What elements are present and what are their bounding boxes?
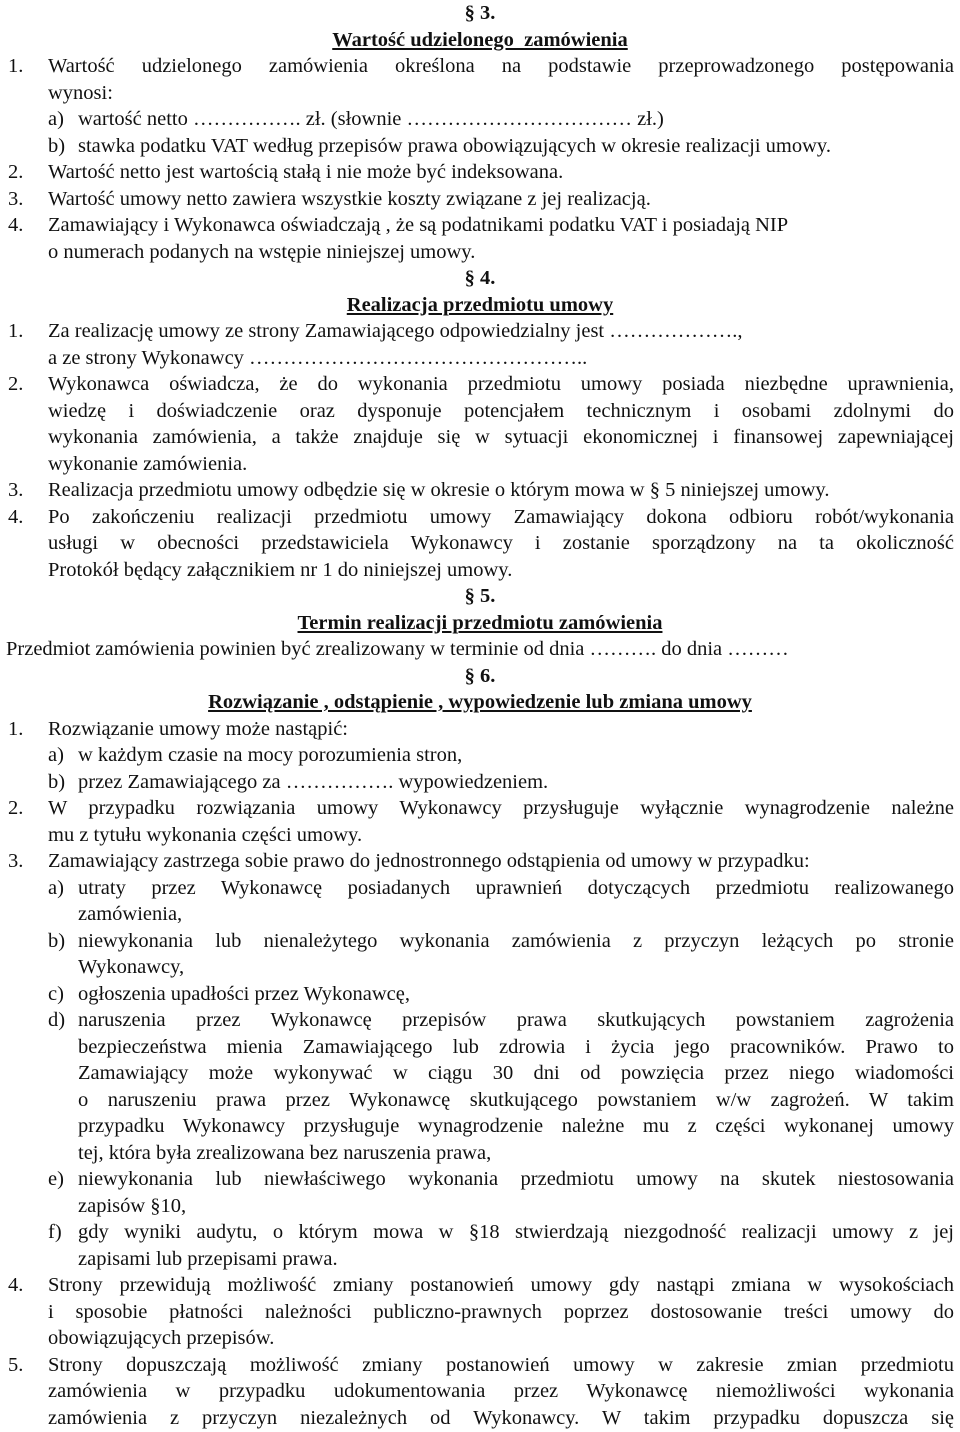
paragraph-3-2 (0, 159, 960, 186)
line-text: Zamawiający może wykonywać w ciągu 30 dni od powzięcia przez niego wiadomości (78, 1062, 954, 1084)
paragraph-6-5 (0, 1352, 960, 1379)
line-text: niewykonania lub nienależytego wykonania zamówienia z przyczyn leżących po stronie (78, 929, 954, 952)
line-text: tej, która była zrealizowana bez naruszenia prawa, (78, 1141, 492, 1164)
item-label: b) (48, 134, 66, 157)
paragraph-6-2 (0, 795, 960, 822)
line-text: wynosi: (48, 81, 113, 104)
item-label: a) (48, 744, 64, 766)
section-number: § 4. (464, 267, 496, 289)
line-text: naruszenia przez Wykonawcę przepisów prawa skutkujących powstaniem zagrożenia (78, 1009, 954, 1031)
item-number: 4. (8, 1274, 24, 1296)
item-label: d) (48, 1009, 66, 1031)
item-text: ogłoszenia upadłości przez Wykonawcę, (78, 982, 410, 1005)
item-text: Zamawiający zastrzega sobie prawo do jednostronnego odstąpienia od umowy w przypadku: (48, 850, 810, 872)
item-number: 1. (8, 55, 24, 77)
section-number: § 3. (464, 2, 496, 24)
item-text: Zamawiający i Wykonawca oświadczają , że są podatnikami podatku VAT i posiadają NIP (48, 214, 789, 236)
paragraph-4-3 (0, 477, 960, 504)
line-text: gdy wyniki audytu, o którym mowa w §18 stwierdzają niezgodność realizacji umowy z jej (78, 1221, 954, 1243)
section-number: § 6. (464, 664, 496, 687)
item-number: 2. (8, 161, 24, 183)
item-label: f) (48, 1221, 62, 1243)
line-text: a ze strony Wykonawcy ………………………………………….. (48, 346, 588, 369)
item-number: 3. (8, 479, 24, 501)
line-text: Wartość udzielonego zamówienia określona na podstawie przeprowadzonego postępowania (48, 55, 954, 77)
line-text: W przypadku rozwiązania umowy Wykonawcy przysługuje wyłącznie wynagrodzenie należne (48, 797, 954, 819)
line-text: utraty przez Wykonawcę posiadanych uprawnień dotyczących przedmiotu realizowanego (78, 876, 954, 899)
list-item-b (0, 769, 960, 796)
item-label: b) (48, 929, 66, 952)
line-text: przypadku Wykonawcy przysługuje wynagrodzenie należne mu z części wykonanej umowy (78, 1115, 954, 1137)
section-title: Termin realizacji przedmiotu zamówienia (297, 611, 663, 634)
list-item-e (0, 1166, 960, 1193)
list-item-a (0, 875, 960, 902)
item-label: a) (48, 108, 64, 130)
item-number: 3. (8, 850, 24, 872)
item-number: 4. (8, 214, 24, 236)
item-text: Wartość umowy netto zawiera wszystkie koszty związane z jej realizacją. (48, 187, 651, 210)
list-item-f (0, 1219, 960, 1246)
line-text: wykonania zamówienia, a także znajduje się w sytuacji ekonomicznej i finansowej zapewniającej (48, 426, 954, 448)
paragraph-3-3 (0, 186, 960, 213)
list-item-b (0, 133, 960, 160)
line-text: Wykonawca oświadcza, że do wykonania przedmiotu umowy posiada niezbędne uprawnienia, (48, 373, 954, 395)
list-item-b (0, 928, 960, 955)
line-text: i sposobie płatności należności publiczno-prawnych poprzez dostosowanie treści umowy do (48, 1300, 954, 1323)
line-text: o numerach podanych na wstępie niniejszej umowy. (48, 240, 476, 263)
item-number: 5. (8, 1353, 24, 1376)
line-text: o naruszeniu prawa przez Wykonawcę skutkującego powstaniem w/w zagrożeń. W takim (78, 1088, 954, 1111)
paragraph-6-4 (0, 1272, 960, 1299)
line-text: usługi w obecności przedstawiciela Wykonawcy i zostanie sporządzony na ta okoliczność (48, 532, 954, 554)
list-item-d (0, 1007, 960, 1034)
item-text: wartość netto ……………. zł. (słownie …………………………… zł.) (78, 108, 664, 130)
item-number: 4. (8, 505, 24, 528)
item-label: a) (48, 876, 64, 899)
line-text: mu z tytułu wykonania części umowy. (48, 823, 363, 846)
line-text: niewykonania lub niewłaściwego wykonania przedmiotu umowy na skutek niestosowania (78, 1168, 954, 1190)
item-label: c) (48, 982, 64, 1005)
item-number: 3. (8, 187, 24, 210)
section-number: § 5. (464, 585, 496, 607)
line-text: Protokół będący załącznikiem nr 1 do niniejszej umowy. (48, 558, 513, 581)
item-number: 1. (8, 320, 24, 342)
line-text: zamówienia z przyczyn niezależnych od Wykonawcy. W takim przypadku dopuszcza się (48, 1406, 954, 1429)
paragraph-4-4 (0, 504, 960, 531)
paragraph-6-1 (0, 716, 960, 743)
item-text: Realizacja przedmiotu umowy odbędzie się w okresie o którym mowa w § 5 niniejszej umowy. (48, 479, 830, 501)
paragraph-3-1 (0, 53, 960, 80)
line-text: Strony dopuszczają możliwość zmiany postanowień umowy w zakresie zmian przedmiotu (48, 1353, 954, 1376)
paragraph-6-3 (0, 848, 960, 875)
list-item-c (0, 981, 960, 1008)
line-text: zapisami lub przepisami prawa. (78, 1247, 338, 1270)
line-text: wykonanie zamówienia. (48, 452, 248, 475)
section-title: Realizacja przedmiotu umowy (346, 293, 614, 316)
paragraph-4-1 (0, 318, 960, 345)
list-item-a (0, 742, 960, 769)
item-text: Za realizację umowy ze strony Zamawiającego odpowiedzialny jest ………………., (48, 320, 743, 342)
section-title: Wartość udzielonego zamówienia (332, 28, 628, 51)
item-text: stawka podatku VAT według przepisów prawa obowiązujących w okresie realizacji umowy. (78, 134, 831, 157)
item-number: 2. (8, 373, 24, 395)
line-text: Wykonawcy, (78, 956, 185, 978)
item-number: 1. (8, 717, 24, 740)
section-title: Rozwiązanie , odstąpienie , wypowiedzenie lub zmiana umowy (208, 691, 752, 713)
line-text: zamówienia w przypadku udokumentowania przez Wykonawcę niemożliwości wykonania (48, 1380, 954, 1402)
list-item-a (0, 106, 960, 133)
item-label: e) (48, 1168, 64, 1190)
line-text: zamówienia, (78, 903, 183, 925)
line-text: bezpieczeństwa mienia Zamawiającego lub zdrowia i życia jego pracowników. Prawo to (78, 1035, 954, 1058)
item-label: b) (48, 770, 66, 793)
item-text: Wartość netto jest wartością stałą i nie może być indeksowana. (48, 161, 564, 183)
paragraph-3-4 (0, 212, 960, 239)
paragraph-4-2 (0, 371, 960, 398)
item-text: w każdym czasie na mocy porozumienia stron, (78, 744, 463, 766)
item-text: Rozwiązanie umowy może nastąpić: (48, 717, 348, 740)
line-text: wiedzę i doświadczenie oraz dysponuje potencjałem technicznym i osobami zdolnymi do (48, 399, 954, 422)
item-text: przez Zamawiającego za ……………. wypowiedzeniem. (78, 770, 549, 793)
line-text: Strony przewidują możliwość zmiany postanowień umowy gdy nastąpi zmiana w wysokościach (48, 1274, 954, 1296)
line-text: obowiązujących przepisów. (48, 1327, 275, 1349)
paragraph-5: Przedmiot zamówienia powinien być zrealizowany w terminie od dnia ………. do dnia ……… (6, 638, 789, 660)
line-text: Po zakończeniu realizacji przedmiotu umowy Zamawiający dokona odbioru robót/wykonania (48, 505, 954, 528)
item-number: 2. (8, 797, 24, 819)
line-text: zapisów §10, (78, 1194, 187, 1217)
